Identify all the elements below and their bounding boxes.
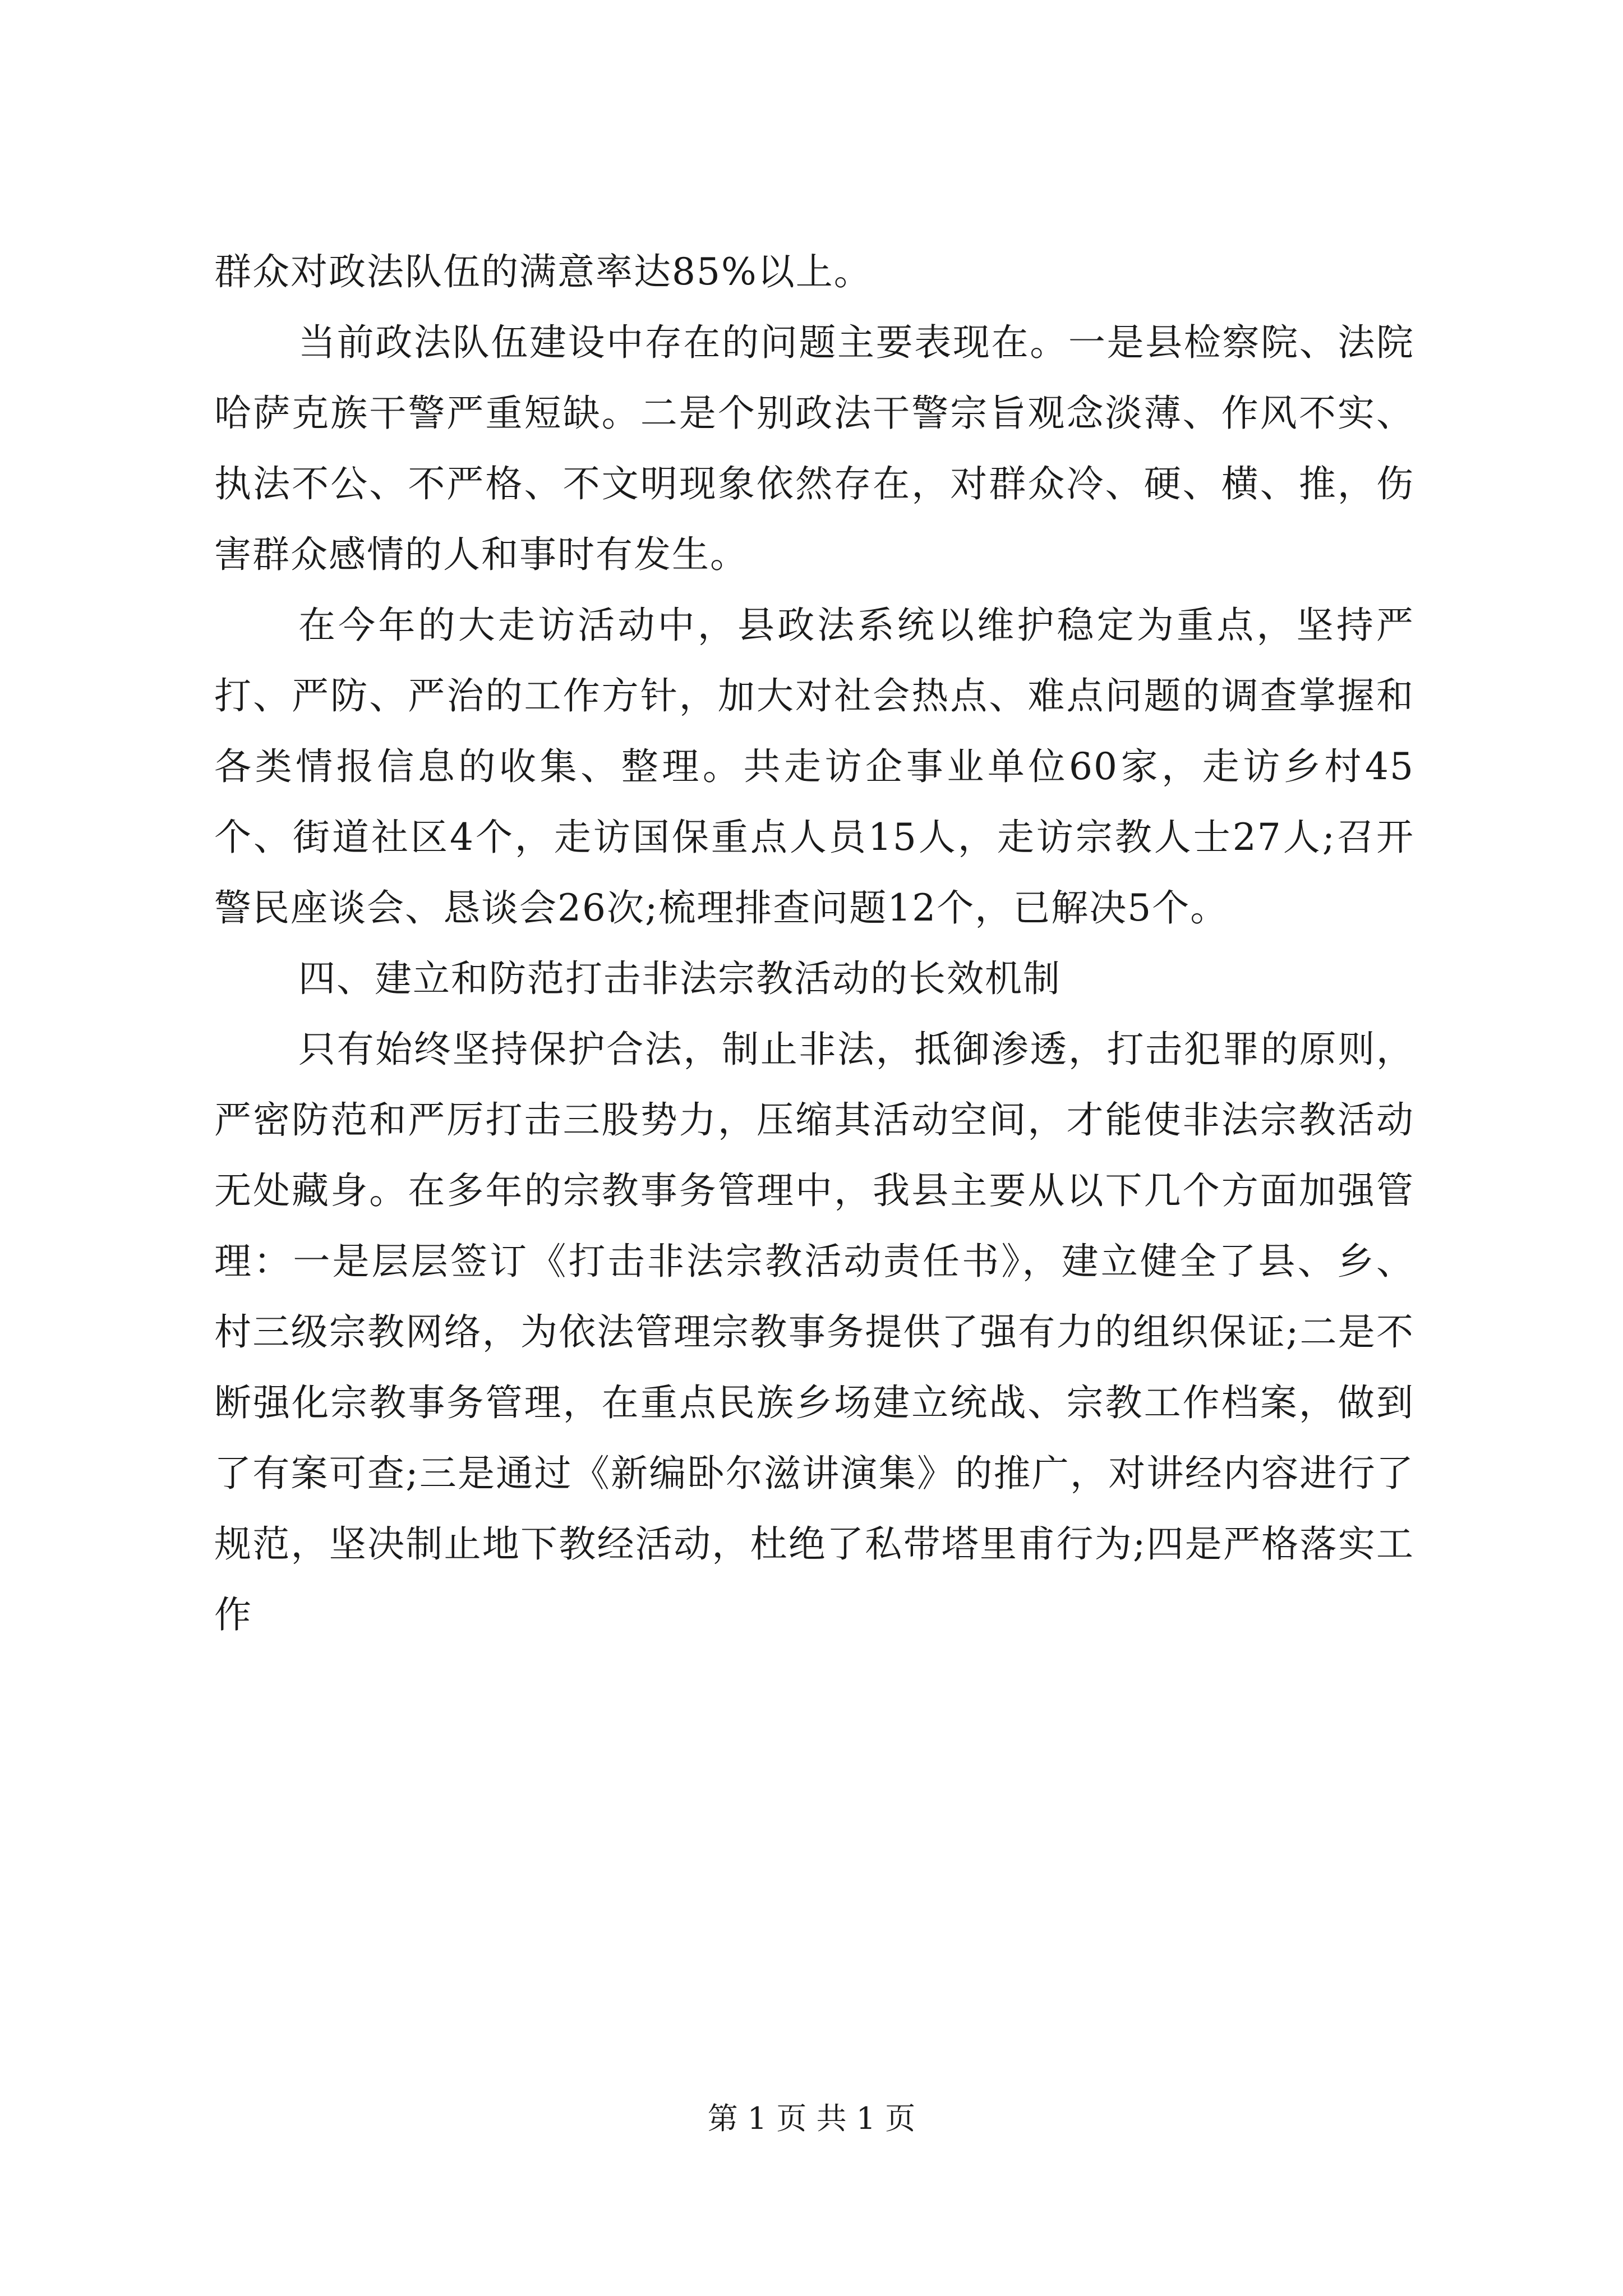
section-heading: 四、建立和防范打击非法宗教活动的长效机制 — [298, 957, 1061, 1000]
paragraph-1: 群众对政法队伍的满意率达85%以上。 — [214, 250, 872, 293]
page-number-footer: 第 1 页 共 1 页 — [707, 2101, 916, 2136]
paragraph-3: 在今年的大走访活动中，县政法系统以维护稳定为重点，坚持严打、严防、严治的工作方针，加大对社会热点、难点问题的调查掌握和各类情报信息的收集、整理。共走访企事业单位60家，走访乡村45个、街道社区4个，走访国保重点人员15人，走访宗教人士27人;召开警民座谈会、恳谈会26次;梳理排查问题12个，已解决5个。 — [214, 604, 1414, 930]
document-body — [214, 237, 1414, 1650]
paragraph-2: 当前政法队伍建设中存在的问题主要表现在。一是县检察院、法院哈萨克族干警严重短缺。二是个别政法干警宗旨观念淡薄、作风不实、执法不公、不严格、不文明现象依然存在，对群众冷、硬、横、推，伤害群众感情的人和事时有发生。 — [214, 321, 1414, 576]
paragraph-5: 只有始终坚持保护合法，制止非法，抵御渗透，打击犯罪的原则，严密防范和严厉打击三股势力，压缩其活动空间，才能使非法宗教活动无处藏身。在多年的宗教事务管理中，我县主要从以下几个方面加强管理：一是层层签订《打击非法宗教活动责任书》，建立健全了县、乡、村三级宗教网络，为依法管理宗教事务提供了强有力的组织保证;二是不断强化宗教事务管理，在重点民族乡场建立统战、宗教工作档案，做到了有案可查;三是通过《新编卧尔滋讲演集》的推广，对讲经内容进行了规范，坚决制止地下教经活动，杜绝了私带塔里甫行为;四是严格落实工作 — [214, 1028, 1414, 1636]
